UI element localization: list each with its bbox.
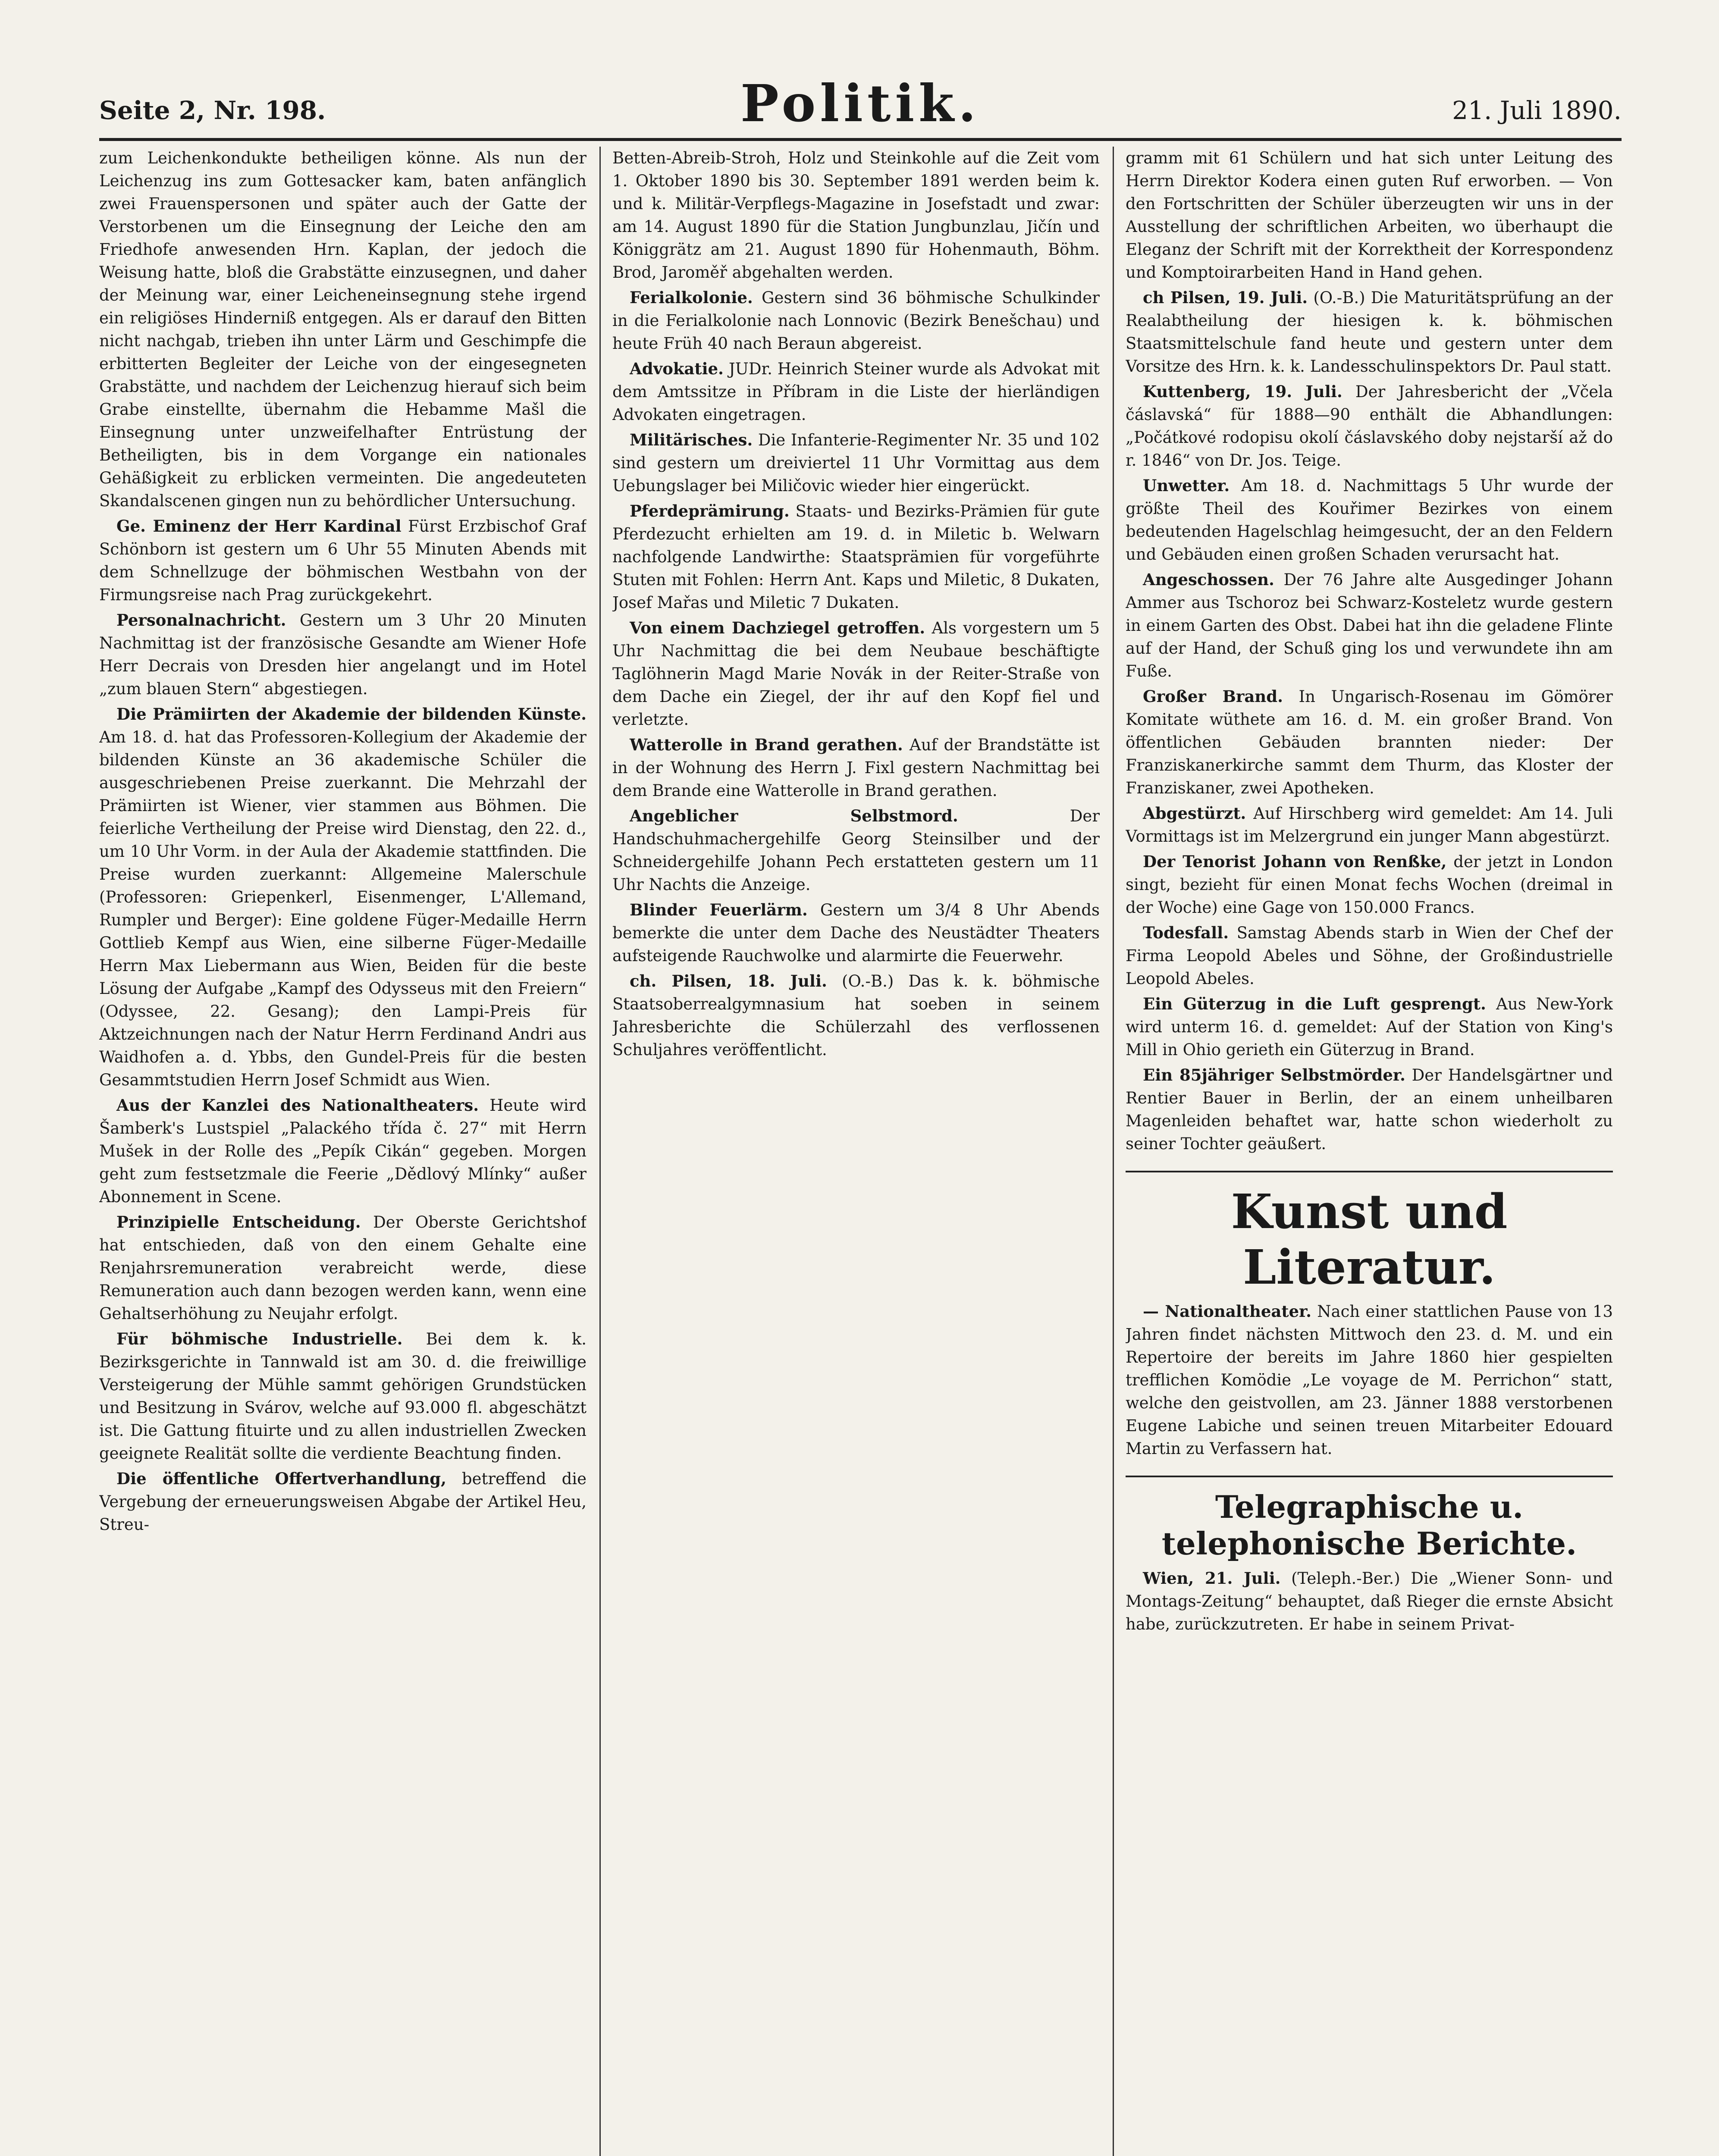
article-paragraph: Todesfall. Samstag Abends starb in Wien der Chef der Firma Leopold Abeles und Söhne, der Großindustrielle Leopold Abeles. [1126, 923, 1613, 988]
telegraph-article: Wien, 21. Juli. (Teleph.-Ber.) Die „Wiener Sonn- und Montags-Zeitung“ behauptet, daß Rieger die ernste Absicht habe, zurückzutreten. Er habe in seinem Privat- [1126, 1569, 1613, 1633]
article-paragraph: Angeschossen. Der 76 Jahre alte Ausgedinger Johann Ammer aus Tschoroz bei Schwarz-Kosteletz wurde gestern in einem Garten des Obst. Dabei hat ihn die geladene Flinte auf der Hand, der Schuß ging los und verwundete ihn am Fuße. [1126, 570, 1613, 680]
column-1 [99, 147, 587, 2156]
article-paragraph: gramm mit 61 Schülern und hat sich unter Leitung des Herrn Direktor Kodera einen guten Ruf erworben. — Von den Fortschritten der Schüler überzeugten wir uns in der Ausstellung der schriftlichen Arbeiten, wo überhaupt die Eleganz der Schrift mit der Korrektheit der Korrespondenz und Komptoirarbeiten Hand in Hand gehen. [1126, 149, 1613, 282]
article-keyword: Großer Brand. [1143, 687, 1283, 706]
article-paragraph: Betten-Abreib-Stroh, Holz und Steinkohle auf die Zeit vom 1. Oktober 1890 bis 30. September 1891 werden beim k. und k. Militär-Verpflegs-Magazine in Josefstadt und zwar: am 14. August 1890 für die Station Jungbunzlau, Jičín und Königgrätz am 21. August 1890 für Hohenmauth, Böhm. Brod, Jaroměř abgehalten werden. [612, 149, 1100, 282]
article-keyword: Ein 85jähriger Selbstmörder. [1143, 1065, 1405, 1084]
article-keyword: Ge. Eminenz der Herr Kardinal [116, 517, 402, 536]
article-paragraph: ch. Pilsen, 18. Juli. (O.-B.) Das k. k. böhmische Staatsoberrealgymnasium hat soeben in seinem Jahresberichte die Schülerzahl des verflossenen Schuljahres veröffentlicht. [612, 971, 1100, 1059]
telegraph-heading: Telegraphische u. telephonische Berichte. [1126, 1476, 1613, 1562]
article-paragraph: Kuttenberg, 19. Juli. Der Jahresbericht der „Včela čáslavská“ für 1888—90 enthält die Abhandlungen: „Počátkové rodopisu okolí čáslavského doby nejstarší až do r. 1846“ von Dr. Jos. Teige. [1126, 382, 1613, 470]
page-number: Seite 2, Nr. 198. [99, 96, 326, 125]
article-keyword: Militärisches. [630, 430, 753, 449]
article-keyword: Angeschossen. [1143, 570, 1274, 589]
article-paragraph: ch Pilsen, 19. Juli. (O.-B.) Die Maturitätsprüfung an der Realabtheilung der hiesigen k. k. böhmischen Staatsmittelschule fand heute und gestern unter dem Vorsitze des Hrn. k. k. Landesschulinspektors Dr. Paul statt. [1126, 288, 1613, 376]
article-keyword: Abgestürzt. [1143, 804, 1246, 823]
column-divider [599, 147, 601, 2156]
article-paragraph: Prinzipielle Entscheidung. Der Oberste Gerichtshof hat entschieden, daß von den einem Gehalte eine Renjahrsremuneration verabreicht werde, diese Remuneration auch dann bezogen werden kann, wenn eine Gehaltserhöhung zu Neujahr erfolgt. [99, 1213, 587, 1323]
article-keyword: Blinder Feuerlärm. [630, 900, 808, 919]
article-keyword: Für böhmische Industrielle. [116, 1329, 403, 1348]
article-paragraph: Blinder Feuerlärm. Gestern um 3/4 8 Uhr Abends bemerkte die unter dem Dache des Neustädter Theaters aufsteigende Rauchwolke und alarmirte die Feuerwehr. [612, 900, 1100, 965]
article-paragraph: Von einem Dachziegel getroffen. Als vorgestern um 5 Uhr Nachmittag die bei dem Neubaue beschäftigte Taglöhnerin Magd Marie Novák in der Reiter-Straße von dem Dache ein Ziegel, der ihr auf den Kopf fiel und verletzte. [612, 618, 1100, 729]
article-keyword: Angeblicher Selbstmord. [630, 806, 958, 825]
article-paragraph: Angeblicher Selbstmord. Der Handschuhmachergehilfe Georg Steinsilber und der Schneidergehilfe Johann Pech erstatteten gestern um 11 Uhr Nachts die Anzeige. [612, 806, 1100, 894]
article-keyword: — Nationaltheater. [1143, 1302, 1311, 1321]
article-keyword: Prinzipielle Entscheidung. [116, 1213, 361, 1232]
article-keyword: Ein Güterzug in die Luft gesprengt. [1143, 994, 1486, 1013]
article-keyword: Personalnachricht. [116, 611, 286, 630]
article-keyword: Aus der Kanzlei des Nationaltheaters. [116, 1096, 479, 1115]
page-header [99, 73, 1622, 141]
article-paragraph: zum Leichenkondukte betheiligen könne. Als nun der Leichenzug ins zum Gottesacker kam, baten anfänglich zwei Frauenspersonen und später auch der Gatte der Verstorbenen um die Einsegnung der Leiche den am Friedhofe anwesenden Hrn. Kaplan, der jedoch die Weisung hatte, bloß die Grabstätte einzusegnen, und daher der Meinung war, einer Leicheneinsegnung stehe irgend ein religiöses Hinderniß entgegen. Als er darauf den Bitten nicht nachgab, trieben ihn unter Lärm und Geschimpfe die erbitterten Begleiter der Leiche von der eingesegneten Grabstätte, und nachdem der Leichenzug hierauf sich beim Grabe einstellte, übernahm die Hebamme Mašl die Einsegnung unter unzweifelhafter Entrüstung der Betheiligten, bis in dem Vorgange ein nationales Gehäßigkeit zu erblicken vermeinten. Die angedeuteten Skandalscenen gingen nun zu behördlicher Untersuchung. [99, 149, 587, 510]
article-paragraph: Der Tenorist Johann von Renßke, der jetzt in London singt, bezieht für einen Monat fechs Wochen (dreimal in der Woche) eine Gage von 150.000 Francs. [1126, 852, 1613, 917]
column-2 [612, 147, 1100, 2156]
article-keyword: Kuttenberg, 19. Juli. [1143, 382, 1343, 401]
article-paragraph: Ge. Eminenz der Herr Kardinal Fürst Erzbischof Graf Schönborn ist gestern um 6 Uhr 55 Minuten Abends mit dem Schnellzuge der böhmischen Westbahn von der Firmungsreise nach Prag zurückgekehrt. [99, 517, 587, 604]
article-keyword: Ferialkolonie. [630, 288, 753, 307]
article-paragraph: Für böhmische Industrielle. Bei dem k. k. Bezirksgerichte in Tannwald ist am 30. d. die freiwillige Versteigerung der Mühle sammt gehörigen Grundstücken und Besitzung in Svárov, welche auf 93.000 fl. abgeschätzt ist. Die Gattung fituirte und zu allen industriellen Zwecken geeignete Realität sollte die verdiente Beachtung finden. [99, 1329, 587, 1463]
article-paragraph: Ein 85jähriger Selbstmörder. Der Handelsgärtner und Rentier Bauer in Berlin, der an einem unheilbaren Magenleiden behaftet war, hatte schon wiederholt zu seiner Tochter geäußert. [1126, 1065, 1613, 1153]
article-keyword: Von einem Dachziegel getroffen. [630, 618, 925, 637]
column-3 [1126, 147, 1613, 2156]
article-keyword: Die öffentliche Offertverhandlung, [116, 1469, 446, 1488]
article-keyword: Pferdeprämirung. [630, 501, 790, 520]
article-keyword: Todesfall. [1143, 923, 1229, 942]
article-paragraph: Abgestürzt. Auf Hirschberg wird gemeldet: Am 14. Juli Vormittags ist im Melzergrund ein junger Mann abgestürzt. [1126, 804, 1613, 846]
kunst-heading: Kunst und Literatur. [1126, 1171, 1613, 1295]
article-paragraph: Die Prämiirten der Akademie der bildenden Künste. Am 18. d. hat das Professoren-Kollegium der Akademie der bildenden Künste an 36 akademische Schüler die ausgeschriebenen Preise zuerkannt. Die Mehrzahl der Prämiirten ist Wiener, vier stammen aus Böhmen. Die feierliche Vertheilung der Preise wird Dienstag, den 22. d., um 10 Uhr Vorm. in der Aula der Akademie stattfinden. Die Preise wurden zuerkannt: Allgemeine Malerschule (Professoren: Griepenkerl, Eisenmenger, L'Allemand, Rumpler und Berger): Eine goldene Füger-Medaille Herrn Gottlieb Kempf aus Wien, eine silberne Füger-Medaille Herrn Max Liebermann aus Wien, Beiden für die beste Lösung der Aufgabe „Kampf des Odysseus mit den Freiern“ (Odyssee, 22. Gesang); den Lampi-Preis für Aktzeichnungen nach der Natur Herrn Ferdinand Andri aus Waidhofen a. d. Ybbs, den Gundel-Preis für die besten Gesammtstudien Herrn Josef Schmidt aus Wien. [99, 705, 587, 1089]
article-keyword: Watterolle in Brand gerathen. [630, 735, 903, 754]
article-keyword: Der Tenorist Johann von Renßke, [1143, 852, 1447, 871]
article-keyword: Die Prämiirten der Akademie der bildenden Künste. [116, 705, 587, 724]
article-paragraph: Ein Güterzug in die Luft gesprengt. Aus New-York wird unterm 16. d. gemeldet: Auf der Station von King's Mill in Ohio gerieth ein Güterzug in Brand. [1126, 994, 1613, 1059]
article-paragraph: Die öffentliche Offertverhandlung, betreffend die Vergebung der erneuerungsweisen Abgabe der Artikel Heu, Streu- [99, 1469, 587, 1534]
article-keyword: ch Pilsen, 19. Juli. [1143, 288, 1308, 307]
issue-date: 21. Juli 1890. [1452, 96, 1622, 125]
article-paragraph: Aus der Kanzlei des Nationaltheaters. Heute wird Šamberk's Lustspiel „Palackého třída č. 27“ mit Herrn Mušek in der Rolle des „Pepík Cikán“ gegeben. Morgen geht zum festsetzmale die Feerie „Dědlový Mlínky“ außer Abonnement in Scene. [99, 1096, 587, 1206]
section-title: Politik. [740, 73, 981, 133]
article-keyword: Unwetter. [1143, 476, 1230, 495]
article-paragraph: Ferialkolonie. Gestern sind 36 böhmische Schulkinder in die Ferialkolonie nach Lonnovic (Bezirk Benešchau) und heute Früh 40 nach Beraun abgereist. [612, 288, 1100, 353]
article-paragraph: Großer Brand. In Ungarisch-Rosenau im Gömörer Komitate wüthete am 16. d. M. ein großer Brand. Von öffentlichen Gebäuden brannten nieder: Der Franziskanerkirche sammt dem Thurm, das Kloster der Franziskaner, zwei Apotheken. [1126, 687, 1613, 797]
article-paragraph: Advokatie. JUDr. Heinrich Steiner wurde als Advokat mit dem Amtssitze in Příbram in die Liste der hierländigen Advokaten eingetragen. [612, 359, 1100, 424]
article-keyword: Advokatie. [630, 359, 724, 378]
article-keyword: ch. Pilsen, 18. Juli. [630, 971, 827, 990]
article-paragraph: Militärisches. Die Infanterie-Regimenter Nr. 35 und 102 sind gestern um dreiviertel 11 Uhr Vormittag aus dem Uebungslager bei Miličovic wieder hier eingerückt. [612, 430, 1100, 495]
article-paragraph: Watterolle in Brand gerathen. Auf der Brandstätte ist in der Wohnung des Herrn J. Fixl gestern Nachmittag bei dem Brande eine Watterolle in Brand gerathen. [612, 735, 1100, 800]
column-divider [1113, 147, 1114, 2156]
article-paragraph: Unwetter. Am 18. d. Nachmittags 5 Uhr wurde der größte Theil des Kouřimer Bezirkes von einem bedeutenden Hagelschlag heimgesucht, der an den Feldern und Gebäuden einen großen Schaden verursacht hat. [1126, 476, 1613, 564]
article-paragraph: Personalnachricht. Gestern um 3 Uhr 20 Minuten Nachmittag ist der französische Gesandte am Wiener Hofe Herr Decrais von Dresden hier angelangt und im Hotel „zum blauen Stern“ abgestiegen. [99, 611, 587, 698]
article-keyword: Wien, 21. Juli. [1143, 1569, 1281, 1588]
article-paragraph: Pferdeprämirung. Staats- und Bezirks-Prämien für gute Pferdezucht erhielten am 19. d. in Miletic b. Welwarn nachfolgende Landwirthe: Staatsprämien für vorgeführte Stuten mit Fohlen: Herrn Ant. Kaps und Miletic, 8 Dukaten, Josef Mařas und Miletic 7 Dukaten. [612, 501, 1100, 612]
kunst-article: — Nationaltheater. Nach einer stattlichen Pause von 13 Jahren findet nächsten Mittwoch den 23. d. M. und ein Repertoire der bereits im Jahre 1860 hier gespielten trefflichen Komödie „Le voyage de M. Perrichon“ statt, welche den geistvollen, am 23. Jänner 1888 verstorbenen Eugene Labiche und seinen treuen Mitarbeiter Edouard Martin zu Verfassern hat. [1126, 1302, 1613, 1458]
